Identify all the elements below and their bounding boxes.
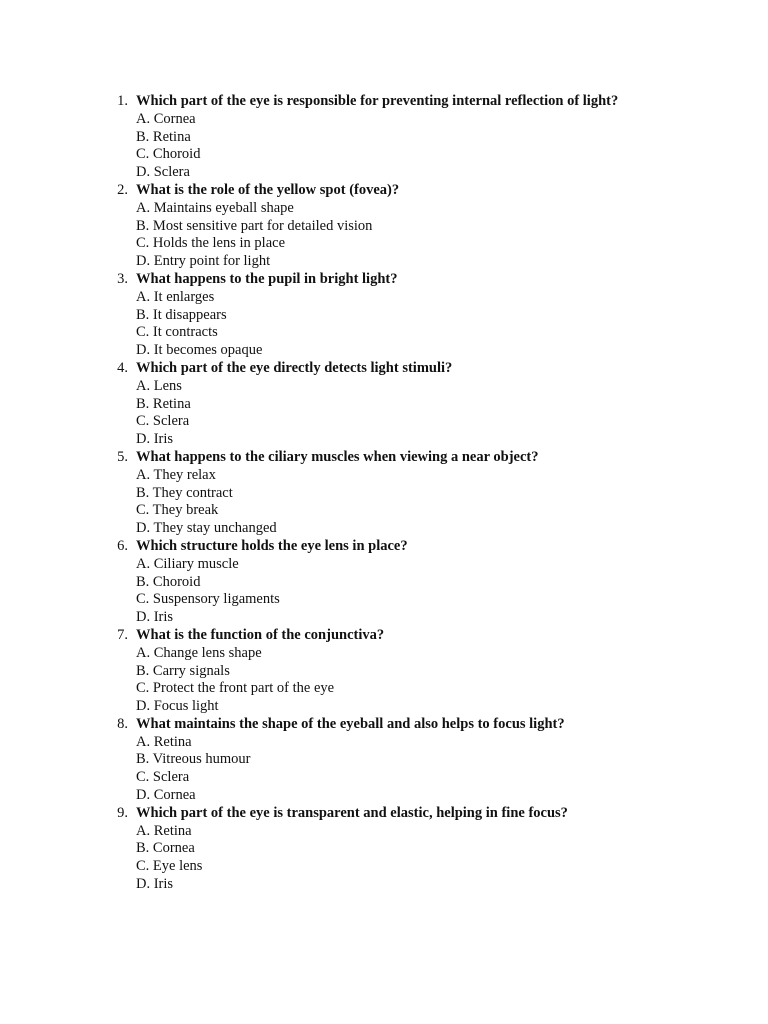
answer-option-a: A. It enlarges bbox=[136, 288, 215, 305]
question-8 bbox=[0, 716, 768, 805]
answer-option-d: D. Iris bbox=[136, 609, 174, 626]
question-number: 6. bbox=[117, 537, 128, 554]
question-number: 5. bbox=[117, 448, 128, 465]
question-number: 3. bbox=[117, 270, 128, 287]
question-2 bbox=[0, 182, 768, 271]
question-7 bbox=[0, 627, 768, 716]
answer-option-a: A. Retina bbox=[136, 822, 192, 839]
answer-option-c: C. Holds the lens in place bbox=[136, 235, 286, 252]
question-number: 8. bbox=[117, 715, 128, 732]
answer-option-c: C. Sclera bbox=[136, 413, 190, 430]
answer-option-d: D. Cornea bbox=[136, 787, 196, 804]
question-text: What happens to the ciliary muscles when viewing a near object? bbox=[136, 448, 539, 465]
answer-option-a: A. They relax bbox=[136, 466, 216, 483]
answer-option-a: A. Ciliary muscle bbox=[136, 555, 239, 572]
answer-option-a: A. Cornea bbox=[136, 110, 196, 127]
question-text: Which part of the eye is responsible for preventing internal reflection of light? bbox=[136, 93, 619, 109]
answer-option-b: B. Cornea bbox=[136, 840, 195, 857]
answer-option-c: C. Eye lens bbox=[136, 858, 203, 875]
answer-option-d: D. Iris bbox=[136, 431, 174, 448]
question-text: What maintains the shape of the eyeball and also helps to focus light? bbox=[136, 715, 565, 732]
answer-option-b: B. Vitreous humour bbox=[136, 751, 251, 768]
question-text: Which part of the eye directly detects light stimuli? bbox=[136, 359, 453, 376]
answer-option-d: D. They stay unchanged bbox=[136, 520, 277, 537]
answer-option-a: A. Maintains eyeball shape bbox=[136, 199, 294, 216]
answer-option-b: B. Most sensitive part for detailed vision bbox=[136, 217, 373, 234]
question-3 bbox=[0, 271, 768, 360]
answer-option-a: A. Retina bbox=[136, 733, 192, 750]
answer-option-b: B. Retina bbox=[136, 128, 191, 145]
answer-option-c: C. Protect the front part of the eye bbox=[136, 680, 335, 697]
answer-option-d: D. It becomes opaque bbox=[136, 342, 263, 359]
question-number: 1. bbox=[117, 93, 128, 109]
question-text: Which structure holds the eye lens in place? bbox=[136, 537, 408, 554]
question-number: 7. bbox=[117, 626, 128, 643]
question-6 bbox=[0, 538, 768, 627]
answer-option-c: C. It contracts bbox=[136, 324, 218, 341]
question-number: 9. bbox=[117, 804, 128, 821]
answer-option-a: A. Lens bbox=[136, 377, 182, 394]
answer-option-d: D. Iris bbox=[136, 876, 174, 893]
question-text: What happens to the pupil in bright light? bbox=[136, 270, 398, 287]
question-9 bbox=[0, 805, 768, 894]
answer-option-b: B. Retina bbox=[136, 395, 191, 412]
answer-option-c: C. Sclera bbox=[136, 769, 190, 786]
question-text: What is the role of the yellow spot (fovea)? bbox=[136, 181, 400, 198]
question-1 bbox=[0, 93, 768, 182]
answer-option-c: C. Choroid bbox=[136, 146, 201, 163]
quiz-document bbox=[0, 93, 768, 894]
answer-option-c: C. Suspensory ligaments bbox=[136, 591, 280, 608]
answer-option-b: B. They contract bbox=[136, 484, 233, 501]
answer-option-c: C. They break bbox=[136, 502, 219, 519]
answer-option-b: B. Choroid bbox=[136, 573, 201, 590]
question-number: 4. bbox=[117, 359, 128, 376]
answer-option-b: B. It disappears bbox=[136, 306, 227, 323]
answer-option-d: D. Sclera bbox=[136, 164, 190, 181]
question-4 bbox=[0, 360, 768, 449]
answer-option-d: D. Entry point for light bbox=[136, 253, 271, 270]
answer-option-a: A. Change lens shape bbox=[136, 644, 262, 661]
answer-option-b: B. Carry signals bbox=[136, 662, 230, 679]
question-number: 2. bbox=[117, 181, 128, 198]
question-text: What is the function of the conjunctiva? bbox=[136, 626, 385, 643]
question-5 bbox=[0, 449, 768, 538]
question-text: Which part of the eye is transparent and elastic, helping in fine focus? bbox=[136, 804, 568, 821]
answer-option-d: D. Focus light bbox=[136, 698, 219, 715]
